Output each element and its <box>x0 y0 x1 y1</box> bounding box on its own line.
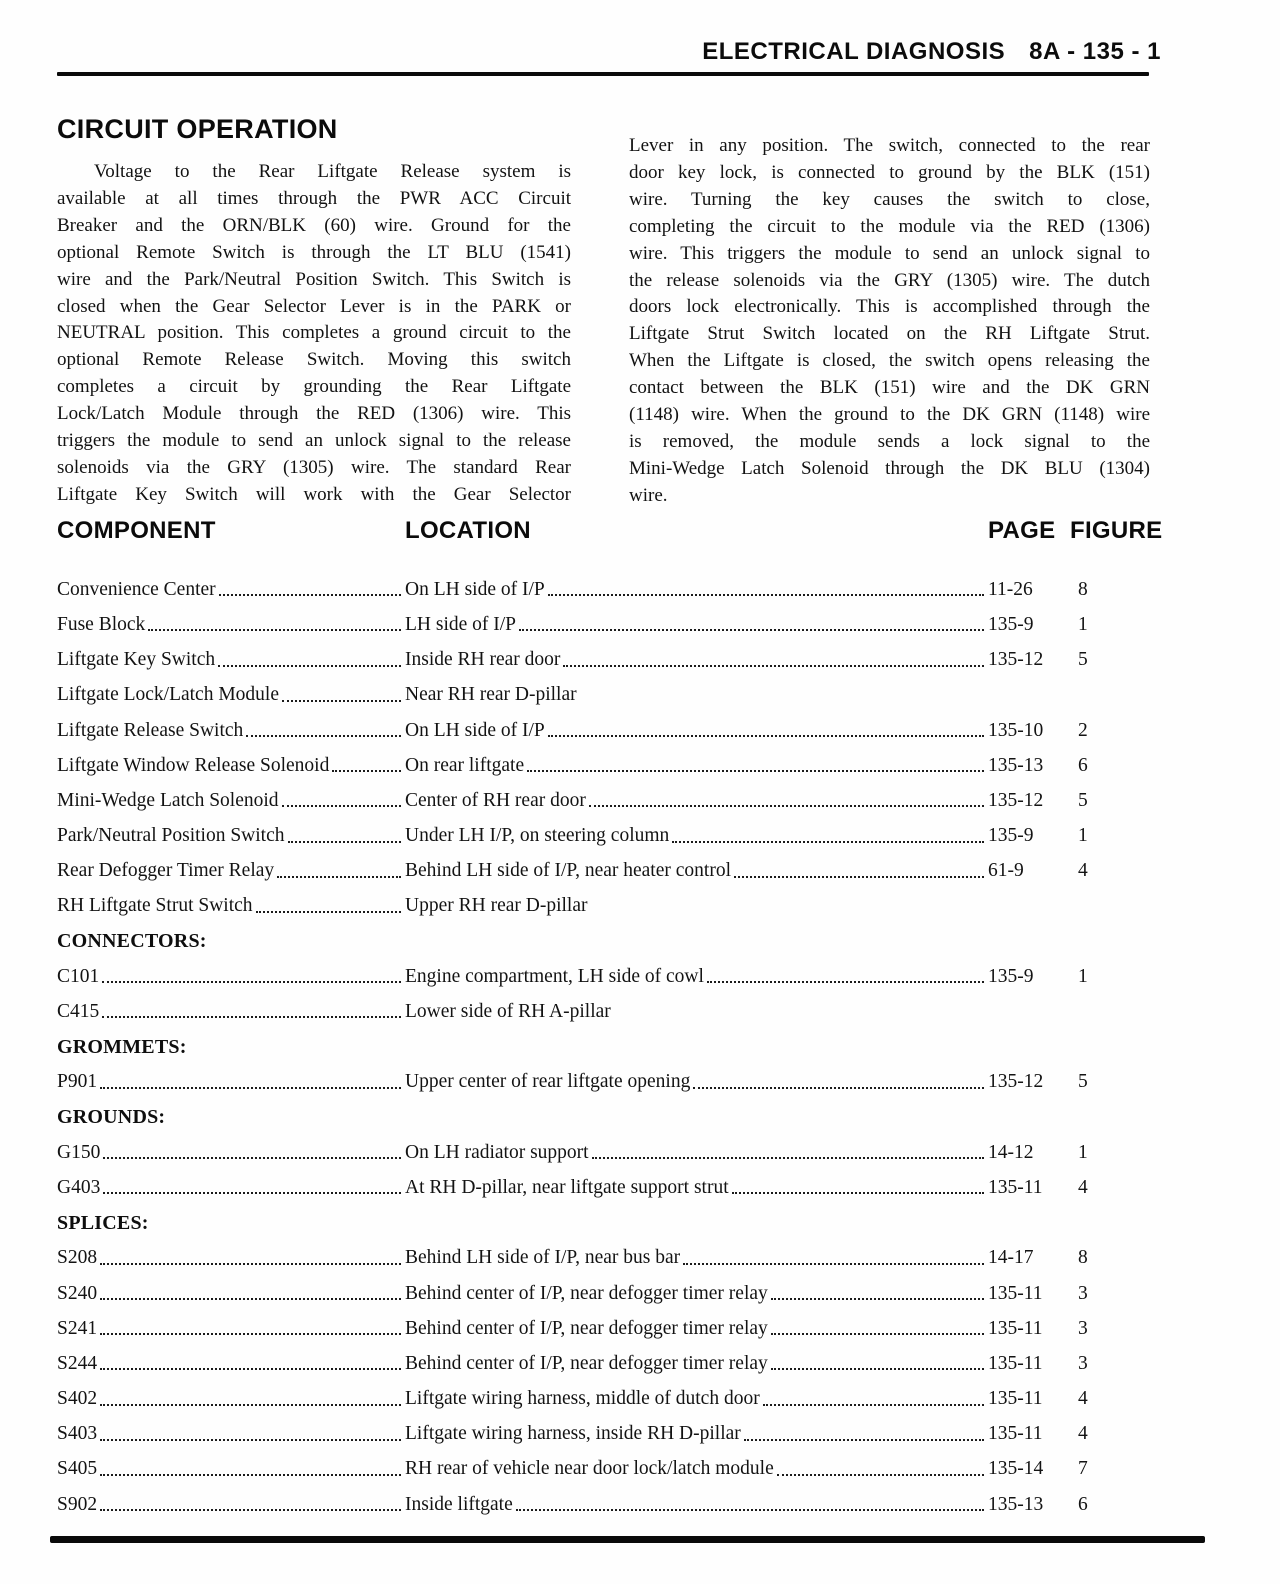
location-text: Engine compartment, LH side of cowl <box>405 965 704 987</box>
page-ref: 135-9 <box>988 825 1034 847</box>
dotted-leader <box>527 770 984 772</box>
location-cell <box>405 1423 988 1445</box>
dotted-leader <box>103 1157 401 1159</box>
location-cell <box>405 684 988 706</box>
table-row <box>57 742 1160 777</box>
table-row <box>57 1375 1160 1410</box>
component-cell <box>57 1071 405 1093</box>
page-ref: 135-12 <box>988 649 1044 671</box>
figure-ref: 3 <box>1078 1317 1088 1339</box>
dotted-leader <box>100 1368 401 1370</box>
page-ref: 135-11 <box>988 1423 1043 1445</box>
component-cell <box>57 825 405 847</box>
location-cell <box>405 966 988 988</box>
component-cell <box>57 1142 405 1164</box>
component-text: Convenience Center <box>57 578 216 600</box>
component-text: C415 <box>57 1001 100 1023</box>
dotted-leader <box>771 1298 984 1300</box>
dotted-leader <box>100 1439 401 1441</box>
location-cell <box>405 579 988 601</box>
figure-ref: 1 <box>1078 965 1088 987</box>
location-cell <box>405 1142 988 1164</box>
table-row <box>57 1059 1160 1094</box>
dotted-leader <box>683 1263 984 1265</box>
location-cell <box>405 895 988 917</box>
page-ref: 135-11 <box>988 1176 1043 1198</box>
table-row <box>57 883 1160 918</box>
running-header-section: ELECTRICAL DIAGNOSIS <box>702 38 1006 65</box>
component-cell <box>57 649 405 671</box>
body-text-line: available at all times through the PWR ACC Circuit <box>57 187 571 209</box>
body-text-line: triggers the module to send an unlock signal to the release <box>57 430 571 452</box>
figure-ref: 1 <box>1078 613 1088 635</box>
component-cell <box>57 1353 405 1375</box>
page-ref: 135-14 <box>988 1458 1044 1480</box>
dotted-leader <box>548 735 984 737</box>
column-header-location: LOCATION <box>405 517 531 544</box>
location-text: Behind center of I/P, near defogger timer relay <box>405 1282 768 1304</box>
location-cell <box>405 790 988 812</box>
table-row <box>57 1235 1160 1270</box>
location-text: Upper RH rear D-pillar <box>405 895 588 917</box>
dotted-leader <box>103 1192 401 1194</box>
dotted-leader <box>516 1509 984 1511</box>
component-text: P901 <box>57 1071 98 1093</box>
location-cell <box>405 1388 988 1410</box>
dotted-leader <box>100 1474 401 1476</box>
table-section-header <box>57 1094 1160 1129</box>
dotted-leader <box>277 876 401 878</box>
dotted-leader <box>100 1509 401 1511</box>
component-text: S402 <box>57 1388 98 1410</box>
table-row <box>57 953 1160 988</box>
location-cell <box>405 1177 988 1199</box>
dotted-leader <box>256 911 401 913</box>
page-ref: 135-13 <box>988 754 1044 776</box>
dotted-leader <box>100 1087 401 1089</box>
body-text-line: Liftgate Strut Switch located on the RH Liftgate Strut. <box>629 323 1150 345</box>
component-text: Liftgate Window Release Solenoid <box>57 754 330 776</box>
body-text-line: Voltage to the Rear Liftgate Release system is <box>94 161 571 182</box>
component-text: G150 <box>57 1141 101 1163</box>
body-text-line: optional Remote Release Switch. Moving this switch <box>57 349 571 371</box>
component-text: G403 <box>57 1176 101 1198</box>
location-text: LH side of I/P <box>405 613 517 635</box>
figure-ref: 4 <box>1078 860 1088 882</box>
table-row <box>57 777 1160 812</box>
body-text-line: the release solenoids via the GRY (1305) wire. The dutch <box>629 269 1150 291</box>
body-text-line: contact between the BLK (151) wire and the DK GRN <box>629 377 1150 399</box>
body-text-line: Mini-Wedge Latch Solenoid through the DK BLU (1304) <box>629 457 1150 479</box>
dotted-leader <box>332 770 401 772</box>
page-ref: 135-11 <box>988 1282 1043 1304</box>
location-text: Liftgate wiring harness, inside RH D-pillar <box>405 1423 741 1445</box>
component-cell <box>57 1388 405 1410</box>
body-text-line: wire. Turning the key causes the switch to close, <box>629 188 1150 210</box>
figure-ref: 7 <box>1078 1458 1088 1480</box>
location-cell <box>405 1001 988 1023</box>
table-row <box>57 707 1160 742</box>
figure-ref: 5 <box>1078 789 1088 811</box>
table-section-label: GROUNDS: <box>57 1106 166 1128</box>
figure-ref: 3 <box>1078 1352 1088 1374</box>
page-ref: 135-10 <box>988 719 1044 741</box>
location-cell <box>405 1353 988 1375</box>
table-row <box>57 1129 1160 1164</box>
component-cell <box>57 790 405 812</box>
body-text-line: wire and the Park/Neutral Position Switch. This Switch is <box>57 268 571 290</box>
page-ref: 135-11 <box>988 1317 1043 1339</box>
table-section-label: SPLICES: <box>57 1211 149 1234</box>
location-text: On LH side of I/P <box>405 578 545 600</box>
location-cell <box>405 1458 988 1480</box>
table-row <box>57 1340 1160 1375</box>
dotted-leader <box>707 981 984 983</box>
dotted-leader <box>100 1333 401 1335</box>
dotted-leader <box>282 700 401 702</box>
dotted-leader <box>589 805 984 807</box>
component-cell <box>57 1423 405 1445</box>
table-row <box>57 1270 1160 1305</box>
table-section-header <box>57 918 1160 953</box>
location-text: Behind LH side of I/P, near bus bar <box>405 1247 681 1269</box>
table-row <box>57 1411 1160 1446</box>
figure-ref: 5 <box>1078 1071 1088 1093</box>
page-ref: 135-9 <box>988 613 1034 635</box>
component-text: S244 <box>57 1352 98 1374</box>
figure-ref: 8 <box>1078 1247 1088 1269</box>
component-text: S405 <box>57 1458 98 1480</box>
body-text-line: completing the circuit to the module via the RED (1306) <box>629 215 1150 237</box>
component-cell <box>57 1001 405 1023</box>
page-ref: 135-11 <box>988 1388 1043 1410</box>
component-text: Liftgate Lock/Latch Module <box>57 684 280 706</box>
body-text-line: door key lock, is connected to ground by the BLK (151) <box>629 161 1150 183</box>
component-text: Fuse Block <box>57 613 146 635</box>
location-text: Upper center of rear liftgate opening <box>405 1071 691 1093</box>
location-text: On LH radiator support <box>405 1141 589 1163</box>
dotted-leader <box>763 1404 984 1406</box>
component-text: S240 <box>57 1282 98 1304</box>
component-cell <box>57 895 405 917</box>
body-text-line: When the Liftgate is closed, the switch opens releasing the <box>629 350 1150 372</box>
body-text-line: doors lock electronically. This is accomplished through the <box>629 296 1150 318</box>
figure-ref: 6 <box>1078 754 1088 776</box>
component-text: RH Liftgate Strut Switch <box>57 895 253 917</box>
table-row <box>57 1481 1160 1516</box>
dotted-leader <box>100 1404 401 1406</box>
location-text: Liftgate wiring harness, middle of dutch door <box>405 1388 760 1410</box>
dotted-leader <box>548 594 984 596</box>
dotted-leader <box>148 629 401 631</box>
page-ref: 135-12 <box>988 1071 1044 1093</box>
column-header-page: PAGE <box>988 517 1056 544</box>
component-text: Rear Defogger Timer Relay <box>57 860 275 882</box>
body-text-line: Lever in any position. The switch, connected to the rear <box>629 135 1150 156</box>
dotted-leader <box>771 1368 984 1370</box>
figure-ref: 8 <box>1078 578 1088 600</box>
location-text: Behind center of I/P, near defogger timer relay <box>405 1317 768 1339</box>
table-section-header <box>57 1023 1160 1058</box>
location-text: Behind center of I/P, near defogger timer relay <box>405 1352 768 1374</box>
figure-ref: 4 <box>1078 1176 1088 1198</box>
component-text: S208 <box>57 1247 98 1269</box>
location-text: At RH D-pillar, near liftgate support strut <box>405 1176 729 1198</box>
body-text-line: solenoids via the GRY (1305) wire. The standard Rear <box>57 456 571 478</box>
component-cell <box>57 579 405 601</box>
component-table-header-row <box>57 517 1163 545</box>
header-rule <box>57 72 1149 76</box>
component-cell <box>57 755 405 777</box>
dotted-leader <box>519 629 984 631</box>
location-text: RH rear of vehicle near door lock/latch module <box>405 1458 774 1480</box>
location-cell <box>405 649 988 671</box>
component-cell <box>57 860 405 882</box>
table-row <box>57 1164 1160 1199</box>
component-table-body <box>57 566 1160 1516</box>
figure-ref: 4 <box>1078 1423 1088 1445</box>
location-text: Under LH I/P, on steering column <box>405 825 670 847</box>
location-cell <box>405 1318 988 1340</box>
table-row <box>57 848 1160 883</box>
body-text-line: (1148) wire. When the ground to the DK GRN (1148) wire <box>629 404 1150 426</box>
component-cell <box>57 1283 405 1305</box>
dotted-leader <box>282 805 401 807</box>
location-text: On LH side of I/P <box>405 719 545 741</box>
component-text: S403 <box>57 1423 98 1445</box>
body-text-line: wire. <box>629 484 668 506</box>
footer-rule <box>50 1536 1205 1543</box>
column-header-component: COMPONENT <box>57 517 216 544</box>
body-text-line: wire. This triggers the module to send an unlock signal to <box>629 242 1150 264</box>
table-row <box>57 988 1160 1023</box>
component-cell <box>57 1247 405 1269</box>
component-text: Liftgate Release Switch <box>57 719 244 741</box>
component-cell <box>57 966 405 988</box>
component-text: C101 <box>57 965 100 987</box>
component-cell <box>57 1458 405 1480</box>
figure-ref: 1 <box>1078 1141 1088 1163</box>
figure-ref: 2 <box>1078 719 1088 741</box>
table-section-label: GROMMETS: <box>57 1035 187 1058</box>
circuit-operation-heading: CIRCUIT OPERATION <box>57 114 338 144</box>
table-section-header <box>57 1199 1160 1234</box>
dotted-leader <box>734 876 984 878</box>
table-row <box>57 1305 1160 1340</box>
body-text-line: NEUTRAL position. This completes a ground circuit to the <box>57 322 571 344</box>
circuit-operation-left-column <box>57 159 571 509</box>
location-text: Near RH rear D-pillar <box>405 684 577 706</box>
table-section-label: CONNECTORS: <box>57 930 207 953</box>
dotted-leader <box>672 841 984 843</box>
figure-ref: 4 <box>1078 1388 1088 1410</box>
dotted-leader <box>102 1016 401 1018</box>
location-text: Inside liftgate <box>405 1493 513 1515</box>
figure-ref: 3 <box>1078 1282 1088 1304</box>
component-text: Park/Neutral Position Switch <box>57 825 285 847</box>
column-header-figure: FIGURE <box>1070 517 1163 544</box>
running-header <box>0 38 1161 66</box>
body-text-line: Breaker and the ORN/BLK (60) wire. Ground for the <box>57 214 571 236</box>
dotted-leader <box>100 1298 401 1300</box>
component-text: S902 <box>57 1493 98 1515</box>
table-row <box>57 566 1160 601</box>
dotted-leader <box>218 665 401 667</box>
dotted-leader <box>771 1333 984 1335</box>
body-text-line: optional Remote Switch is through the LT BLU (1541) <box>57 241 571 263</box>
location-cell <box>405 720 988 742</box>
circuit-operation-right-column <box>629 133 1150 510</box>
location-text: Inside RH rear door <box>405 649 561 671</box>
table-row <box>57 601 1160 636</box>
table-row <box>57 1446 1160 1481</box>
location-cell <box>405 1494 988 1516</box>
location-cell <box>405 860 988 882</box>
page-ref: 135-11 <box>988 1352 1043 1374</box>
location-cell <box>405 825 988 847</box>
dotted-leader <box>592 1157 984 1159</box>
page-ref: 135-12 <box>988 789 1044 811</box>
dotted-leader <box>732 1192 984 1194</box>
table-row <box>57 636 1160 671</box>
dotted-leader <box>246 735 401 737</box>
location-text: Lower side of RH A-pillar <box>405 1001 611 1023</box>
location-text: On rear liftgate <box>405 754 525 776</box>
page-ref: 61-9 <box>988 860 1024 882</box>
dotted-leader <box>744 1439 984 1441</box>
dotted-leader <box>102 981 401 983</box>
figure-ref: 1 <box>1078 825 1088 847</box>
figure-ref: 5 <box>1078 649 1088 671</box>
dotted-leader <box>219 594 401 596</box>
dotted-leader <box>777 1474 984 1476</box>
location-cell <box>405 1283 988 1305</box>
body-text-line: is removed, the module sends a lock signal to the <box>629 430 1150 452</box>
location-cell <box>405 614 988 636</box>
table-row <box>57 672 1160 707</box>
component-location-table <box>57 517 1163 1516</box>
location-cell <box>405 1071 988 1093</box>
page-ref: 135-13 <box>988 1493 1044 1515</box>
location-cell <box>405 755 988 777</box>
component-text: S241 <box>57 1317 98 1339</box>
component-cell <box>57 684 405 706</box>
component-cell <box>57 1318 405 1340</box>
page-ref: 11-26 <box>988 578 1033 600</box>
component-text: Liftgate Key Switch <box>57 649 216 671</box>
component-cell <box>57 614 405 636</box>
dotted-leader <box>563 665 984 667</box>
dotted-leader <box>693 1087 984 1089</box>
body-text-line: closed when the Gear Selector Lever is in the PARK or <box>57 295 571 317</box>
location-text: Behind LH side of I/P, near heater control <box>405 860 731 882</box>
dotted-leader <box>288 841 402 843</box>
location-text: Center of RH rear door <box>405 789 586 811</box>
figure-ref: 6 <box>1078 1493 1088 1515</box>
page-ref: 14-17 <box>988 1247 1034 1269</box>
component-cell <box>57 1177 405 1199</box>
body-text-line: completes a circuit by grounding the Rear Liftgate <box>57 376 571 398</box>
page-ref: 135-9 <box>988 965 1034 987</box>
running-header-page-id: 8A - 135 - 1 <box>1029 38 1161 65</box>
body-text-line: Lock/Latch Module through the RED (1306) wire. This <box>57 403 571 425</box>
location-cell <box>405 1247 988 1269</box>
table-row <box>57 812 1160 847</box>
page-ref: 14-12 <box>988 1141 1034 1163</box>
component-text: Mini-Wedge Latch Solenoid <box>57 789 279 811</box>
body-text-line: Liftgate Key Switch will work with the Gear Selector <box>57 483 571 505</box>
component-cell <box>57 1494 405 1516</box>
dotted-leader <box>100 1263 401 1265</box>
component-cell <box>57 720 405 742</box>
